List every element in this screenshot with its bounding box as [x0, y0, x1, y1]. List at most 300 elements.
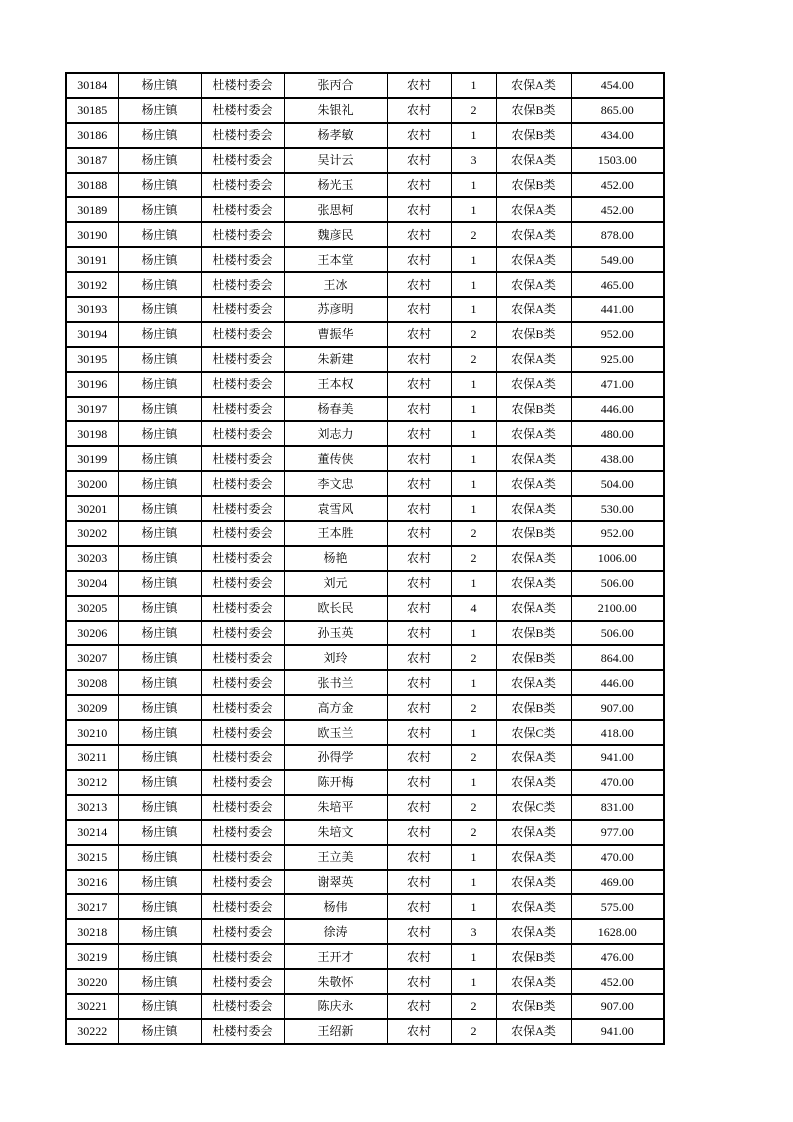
- cell-name: 孙得学: [284, 745, 387, 770]
- cell-residence: 农村: [387, 645, 451, 670]
- table-row: [66, 546, 664, 571]
- cell-id: 30209: [66, 695, 118, 720]
- table-row: [66, 894, 664, 919]
- cell-residence: 农村: [387, 571, 451, 596]
- cell-amount: 907.00: [571, 994, 664, 1019]
- cell-town: 杨庄镇: [118, 347, 201, 372]
- cell-person-count: 1: [451, 272, 496, 297]
- table-row: [66, 98, 664, 123]
- cell-category: 农保B类: [496, 695, 571, 720]
- cell-person-count: 2: [451, 322, 496, 347]
- cell-residence: 农村: [387, 496, 451, 521]
- cell-id: 30185: [66, 98, 118, 123]
- table-row: [66, 720, 664, 745]
- cell-residence: 农村: [387, 372, 451, 397]
- cell-category: 农保A类: [496, 596, 571, 621]
- cell-town: 杨庄镇: [118, 1019, 201, 1044]
- cell-town: 杨庄镇: [118, 372, 201, 397]
- cell-person-count: 1: [451, 944, 496, 969]
- table-row: [66, 745, 664, 770]
- cell-name: 孙玉英: [284, 621, 387, 646]
- cell-amount: 977.00: [571, 820, 664, 845]
- cell-town: 杨庄镇: [118, 720, 201, 745]
- cell-town: 杨庄镇: [118, 670, 201, 695]
- cell-person-count: 2: [451, 347, 496, 372]
- cell-village: 杜楼村委会: [201, 272, 284, 297]
- cell-amount: 530.00: [571, 496, 664, 521]
- cell-town: 杨庄镇: [118, 770, 201, 795]
- cell-name: 朱新建: [284, 347, 387, 372]
- cell-residence: 农村: [387, 173, 451, 198]
- cell-person-count: 2: [451, 521, 496, 546]
- cell-name: 陈庆永: [284, 994, 387, 1019]
- table-row: [66, 247, 664, 272]
- cell-category: 农保A类: [496, 1019, 571, 1044]
- table-row: [66, 297, 664, 322]
- cell-id: 30221: [66, 994, 118, 1019]
- printed-page-content: [65, 72, 663, 1045]
- cell-town: 杨庄镇: [118, 894, 201, 919]
- cell-town: 杨庄镇: [118, 197, 201, 222]
- cell-category: 农保A类: [496, 446, 571, 471]
- cell-village: 杜楼村委会: [201, 745, 284, 770]
- benefits-roster-table: [65, 72, 665, 1045]
- cell-amount: 465.00: [571, 272, 664, 297]
- cell-person-count: 1: [451, 123, 496, 148]
- cell-amount: 452.00: [571, 173, 664, 198]
- cell-person-count: 1: [451, 670, 496, 695]
- cell-town: 杨庄镇: [118, 645, 201, 670]
- cell-residence: 农村: [387, 73, 451, 98]
- cell-village: 杜楼村委会: [201, 944, 284, 969]
- cell-person-count: 2: [451, 695, 496, 720]
- cell-name: 王本权: [284, 372, 387, 397]
- cell-town: 杨庄镇: [118, 820, 201, 845]
- cell-name: 杨艳: [284, 546, 387, 571]
- cell-category: 农保A类: [496, 969, 571, 994]
- cell-name: 杨孝敏: [284, 123, 387, 148]
- cell-category: 农保A类: [496, 197, 571, 222]
- cell-name: 刘元: [284, 571, 387, 596]
- cell-name: 朱银礼: [284, 98, 387, 123]
- cell-residence: 农村: [387, 621, 451, 646]
- cell-person-count: 2: [451, 820, 496, 845]
- cell-village: 杜楼村委会: [201, 994, 284, 1019]
- table-row: [66, 446, 664, 471]
- table-row: [66, 173, 664, 198]
- cell-category: 农保B类: [496, 621, 571, 646]
- cell-amount: 941.00: [571, 1019, 664, 1044]
- cell-person-count: 1: [451, 421, 496, 446]
- cell-category: 农保B类: [496, 521, 571, 546]
- cell-category: 农保A类: [496, 894, 571, 919]
- table-row: [66, 571, 664, 596]
- cell-amount: 469.00: [571, 870, 664, 895]
- cell-name: 李文忠: [284, 471, 387, 496]
- cell-village: 杜楼村委会: [201, 645, 284, 670]
- cell-amount: 506.00: [571, 571, 664, 596]
- cell-amount: 952.00: [571, 521, 664, 546]
- cell-id: 30194: [66, 322, 118, 347]
- cell-village: 杜楼村委会: [201, 845, 284, 870]
- cell-residence: 农村: [387, 471, 451, 496]
- table-row: [66, 870, 664, 895]
- cell-village: 杜楼村委会: [201, 695, 284, 720]
- cell-town: 杨庄镇: [118, 521, 201, 546]
- cell-village: 杜楼村委会: [201, 148, 284, 173]
- cell-name: 张书兰: [284, 670, 387, 695]
- cell-id: 30189: [66, 197, 118, 222]
- table-row: [66, 994, 664, 1019]
- cell-category: 农保A类: [496, 770, 571, 795]
- table-row: [66, 596, 664, 621]
- cell-town: 杨庄镇: [118, 546, 201, 571]
- cell-village: 杜楼村委会: [201, 446, 284, 471]
- table-row: [66, 471, 664, 496]
- cell-category: 农保A类: [496, 347, 571, 372]
- cell-village: 杜楼村委会: [201, 870, 284, 895]
- cell-village: 杜楼村委会: [201, 969, 284, 994]
- cell-residence: 农村: [387, 695, 451, 720]
- cell-id: 30214: [66, 820, 118, 845]
- cell-id: 30208: [66, 670, 118, 695]
- table-row: [66, 695, 664, 720]
- cell-category: 农保B类: [496, 322, 571, 347]
- cell-village: 杜楼村委会: [201, 421, 284, 446]
- cell-category: 农保B类: [496, 944, 571, 969]
- cell-name: 王冰: [284, 272, 387, 297]
- table-row: [66, 372, 664, 397]
- cell-id: 30204: [66, 571, 118, 596]
- cell-id: 30210: [66, 720, 118, 745]
- cell-village: 杜楼村委会: [201, 546, 284, 571]
- table-row: [66, 845, 664, 870]
- cell-category: 农保A类: [496, 297, 571, 322]
- cell-village: 杜楼村委会: [201, 670, 284, 695]
- cell-category: 农保A类: [496, 571, 571, 596]
- cell-amount: 831.00: [571, 795, 664, 820]
- cell-town: 杨庄镇: [118, 397, 201, 422]
- cell-name: 杨春美: [284, 397, 387, 422]
- cell-residence: 农村: [387, 546, 451, 571]
- cell-person-count: 1: [451, 397, 496, 422]
- table-row: [66, 73, 664, 98]
- cell-town: 杨庄镇: [118, 745, 201, 770]
- cell-id: 30216: [66, 870, 118, 895]
- cell-person-count: 2: [451, 795, 496, 820]
- cell-amount: 865.00: [571, 98, 664, 123]
- cell-person-count: 2: [451, 222, 496, 247]
- cell-village: 杜楼村委会: [201, 197, 284, 222]
- cell-amount: 504.00: [571, 471, 664, 496]
- cell-town: 杨庄镇: [118, 148, 201, 173]
- cell-amount: 575.00: [571, 894, 664, 919]
- cell-village: 杜楼村委会: [201, 123, 284, 148]
- cell-category: 农保A类: [496, 870, 571, 895]
- cell-category: 农保A类: [496, 670, 571, 695]
- cell-person-count: 2: [451, 1019, 496, 1044]
- cell-person-count: 1: [451, 621, 496, 646]
- cell-amount: 446.00: [571, 670, 664, 695]
- cell-category: 农保A类: [496, 546, 571, 571]
- cell-residence: 农村: [387, 919, 451, 944]
- table-row: [66, 148, 664, 173]
- cell-name: 王本堂: [284, 247, 387, 272]
- cell-id: 30196: [66, 372, 118, 397]
- table-row: [66, 1019, 664, 1044]
- cell-name: 欧长民: [284, 596, 387, 621]
- cell-residence: 农村: [387, 222, 451, 247]
- cell-category: 农保B类: [496, 645, 571, 670]
- cell-id: 30213: [66, 795, 118, 820]
- cell-category: 农保A类: [496, 919, 571, 944]
- cell-category: 农保B类: [496, 123, 571, 148]
- cell-name: 杨光玉: [284, 173, 387, 198]
- cell-id: 30217: [66, 894, 118, 919]
- cell-town: 杨庄镇: [118, 322, 201, 347]
- cell-residence: 农村: [387, 197, 451, 222]
- cell-category: 农保B类: [496, 994, 571, 1019]
- cell-name: 杨伟: [284, 894, 387, 919]
- cell-name: 曹振华: [284, 322, 387, 347]
- cell-village: 杜楼村委会: [201, 496, 284, 521]
- cell-amount: 476.00: [571, 944, 664, 969]
- cell-id: 30184: [66, 73, 118, 98]
- cell-amount: 907.00: [571, 695, 664, 720]
- cell-village: 杜楼村委会: [201, 347, 284, 372]
- cell-village: 杜楼村委会: [201, 471, 284, 496]
- cell-category: 农保B类: [496, 98, 571, 123]
- cell-residence: 农村: [387, 148, 451, 173]
- cell-name: 朱培平: [284, 795, 387, 820]
- cell-town: 杨庄镇: [118, 870, 201, 895]
- cell-village: 杜楼村委会: [201, 98, 284, 123]
- cell-person-count: 1: [451, 870, 496, 895]
- cell-residence: 农村: [387, 297, 451, 322]
- table-row: [66, 521, 664, 546]
- cell-residence: 农村: [387, 820, 451, 845]
- cell-name: 陈开梅: [284, 770, 387, 795]
- cell-town: 杨庄镇: [118, 845, 201, 870]
- cell-town: 杨庄镇: [118, 272, 201, 297]
- cell-residence: 农村: [387, 421, 451, 446]
- cell-village: 杜楼村委会: [201, 73, 284, 98]
- cell-amount: 438.00: [571, 446, 664, 471]
- cell-id: 30211: [66, 745, 118, 770]
- cell-name: 吴计云: [284, 148, 387, 173]
- cell-name: 王立美: [284, 845, 387, 870]
- cell-amount: 549.00: [571, 247, 664, 272]
- table-row: [66, 322, 664, 347]
- cell-amount: 452.00: [571, 969, 664, 994]
- cell-id: 30222: [66, 1019, 118, 1044]
- cell-town: 杨庄镇: [118, 446, 201, 471]
- table-body: [66, 73, 664, 1044]
- cell-id: 30202: [66, 521, 118, 546]
- cell-town: 杨庄镇: [118, 247, 201, 272]
- cell-id: 30188: [66, 173, 118, 198]
- cell-id: 30195: [66, 347, 118, 372]
- cell-village: 杜楼村委会: [201, 297, 284, 322]
- cell-name: 朱敬怀: [284, 969, 387, 994]
- cell-residence: 农村: [387, 994, 451, 1019]
- cell-name: 王本胜: [284, 521, 387, 546]
- cell-amount: 941.00: [571, 745, 664, 770]
- cell-amount: 418.00: [571, 720, 664, 745]
- table-row: [66, 795, 664, 820]
- cell-village: 杜楼村委会: [201, 222, 284, 247]
- cell-name: 王开才: [284, 944, 387, 969]
- cell-person-count: 1: [451, 173, 496, 198]
- cell-village: 杜楼村委会: [201, 372, 284, 397]
- cell-residence: 农村: [387, 745, 451, 770]
- cell-residence: 农村: [387, 596, 451, 621]
- cell-person-count: 1: [451, 770, 496, 795]
- cell-name: 张丙合: [284, 73, 387, 98]
- cell-residence: 农村: [387, 322, 451, 347]
- cell-id: 30207: [66, 645, 118, 670]
- cell-id: 30201: [66, 496, 118, 521]
- cell-residence: 农村: [387, 98, 451, 123]
- cell-amount: 480.00: [571, 421, 664, 446]
- table-row: [66, 421, 664, 446]
- cell-id: 30197: [66, 397, 118, 422]
- cell-person-count: 1: [451, 446, 496, 471]
- cell-category: 农保A类: [496, 845, 571, 870]
- cell-id: 30219: [66, 944, 118, 969]
- cell-village: 杜楼村委会: [201, 894, 284, 919]
- cell-village: 杜楼村委会: [201, 397, 284, 422]
- cell-person-count: 4: [451, 596, 496, 621]
- cell-amount: 454.00: [571, 73, 664, 98]
- cell-town: 杨庄镇: [118, 496, 201, 521]
- cell-person-count: 1: [451, 720, 496, 745]
- cell-residence: 农村: [387, 397, 451, 422]
- cell-person-count: 2: [451, 546, 496, 571]
- cell-id: 30205: [66, 596, 118, 621]
- cell-residence: 农村: [387, 944, 451, 969]
- cell-amount: 952.00: [571, 322, 664, 347]
- cell-town: 杨庄镇: [118, 571, 201, 596]
- cell-residence: 农村: [387, 446, 451, 471]
- cell-person-count: 2: [451, 98, 496, 123]
- table-row: [66, 770, 664, 795]
- table-row: [66, 222, 664, 247]
- cell-residence: 农村: [387, 720, 451, 745]
- table-row: [66, 969, 664, 994]
- cell-category: 农保A类: [496, 222, 571, 247]
- cell-residence: 农村: [387, 670, 451, 695]
- cell-town: 杨庄镇: [118, 297, 201, 322]
- cell-person-count: 2: [451, 645, 496, 670]
- cell-id: 30220: [66, 969, 118, 994]
- cell-residence: 农村: [387, 123, 451, 148]
- cell-person-count: 1: [451, 496, 496, 521]
- cell-category: 农保A类: [496, 247, 571, 272]
- table-row: [66, 496, 664, 521]
- cell-category: 农保A类: [496, 372, 571, 397]
- cell-town: 杨庄镇: [118, 969, 201, 994]
- cell-amount: 471.00: [571, 372, 664, 397]
- cell-residence: 农村: [387, 894, 451, 919]
- cell-town: 杨庄镇: [118, 123, 201, 148]
- cell-person-count: 1: [451, 73, 496, 98]
- cell-amount: 2100.00: [571, 596, 664, 621]
- cell-name: 朱培文: [284, 820, 387, 845]
- cell-town: 杨庄镇: [118, 421, 201, 446]
- cell-town: 杨庄镇: [118, 919, 201, 944]
- cell-person-count: 3: [451, 919, 496, 944]
- cell-town: 杨庄镇: [118, 222, 201, 247]
- cell-name: 刘玲: [284, 645, 387, 670]
- cell-residence: 农村: [387, 870, 451, 895]
- cell-village: 杜楼村委会: [201, 919, 284, 944]
- cell-person-count: 1: [451, 845, 496, 870]
- cell-village: 杜楼村委会: [201, 820, 284, 845]
- cell-town: 杨庄镇: [118, 994, 201, 1019]
- cell-village: 杜楼村委会: [201, 621, 284, 646]
- cell-town: 杨庄镇: [118, 173, 201, 198]
- cell-id: 30215: [66, 845, 118, 870]
- cell-town: 杨庄镇: [118, 695, 201, 720]
- cell-category: 农保A类: [496, 745, 571, 770]
- cell-person-count: 1: [451, 297, 496, 322]
- cell-person-count: 1: [451, 372, 496, 397]
- table-row: [66, 645, 664, 670]
- cell-village: 杜楼村委会: [201, 322, 284, 347]
- cell-village: 杜楼村委会: [201, 720, 284, 745]
- table-row: [66, 944, 664, 969]
- cell-village: 杜楼村委会: [201, 173, 284, 198]
- cell-amount: 441.00: [571, 297, 664, 322]
- cell-residence: 农村: [387, 770, 451, 795]
- cell-person-count: 1: [451, 197, 496, 222]
- cell-village: 杜楼村委会: [201, 795, 284, 820]
- cell-id: 30192: [66, 272, 118, 297]
- cell-category: 农保A类: [496, 471, 571, 496]
- cell-id: 30203: [66, 546, 118, 571]
- cell-town: 杨庄镇: [118, 596, 201, 621]
- cell-village: 杜楼村委会: [201, 1019, 284, 1044]
- table-row: [66, 397, 664, 422]
- cell-town: 杨庄镇: [118, 621, 201, 646]
- cell-category: 农保B类: [496, 397, 571, 422]
- cell-residence: 农村: [387, 795, 451, 820]
- cell-amount: 452.00: [571, 197, 664, 222]
- cell-id: 30218: [66, 919, 118, 944]
- table-row: [66, 621, 664, 646]
- cell-amount: 925.00: [571, 347, 664, 372]
- cell-amount: 1503.00: [571, 148, 664, 173]
- cell-residence: 农村: [387, 521, 451, 546]
- cell-person-count: 1: [451, 969, 496, 994]
- cell-amount: 470.00: [571, 845, 664, 870]
- cell-id: 30199: [66, 446, 118, 471]
- cell-name: 谢翠英: [284, 870, 387, 895]
- cell-amount: 446.00: [571, 397, 664, 422]
- cell-name: 魏彦民: [284, 222, 387, 247]
- cell-amount: 506.00: [571, 621, 664, 646]
- cell-category: 农保B类: [496, 173, 571, 198]
- cell-village: 杜楼村委会: [201, 521, 284, 546]
- cell-category: 农保C类: [496, 795, 571, 820]
- cell-village: 杜楼村委会: [201, 571, 284, 596]
- cell-category: 农保A类: [496, 148, 571, 173]
- cell-id: 30200: [66, 471, 118, 496]
- cell-person-count: 1: [451, 894, 496, 919]
- cell-amount: 878.00: [571, 222, 664, 247]
- cell-category: 农保A类: [496, 496, 571, 521]
